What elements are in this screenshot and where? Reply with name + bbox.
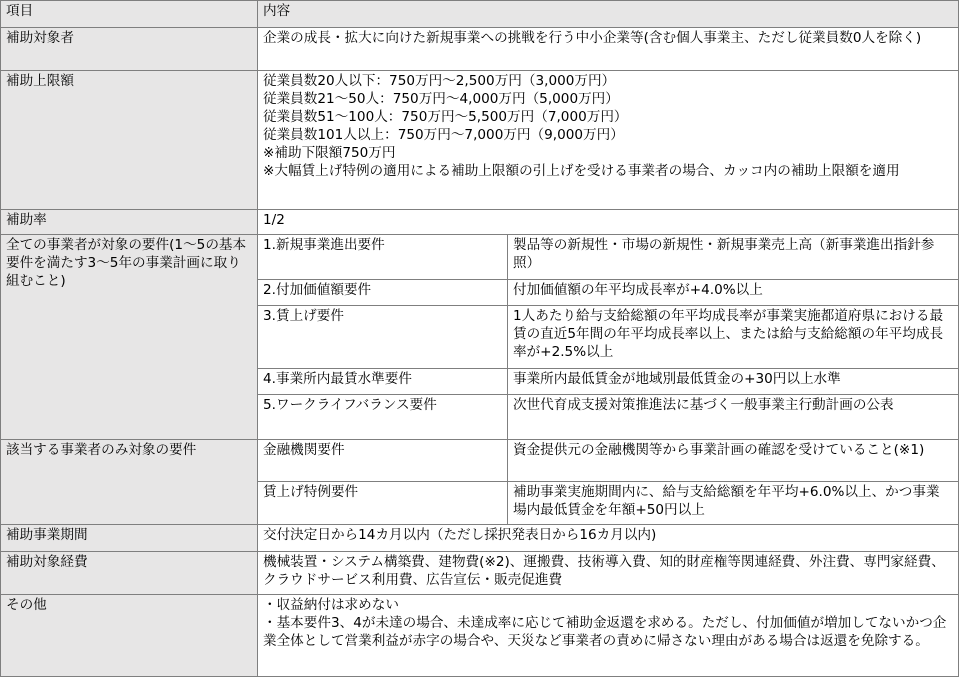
requirement-name: 3.賃上げ要件 <box>258 306 508 369</box>
requirement-desc: 1人あたり給与支給総額の年平均成長率が事業実施都道府県における最賃の直近5年間の年平均成長率以上、または給与支給総額の年平均成長率が+2.5%以上 <box>508 306 959 369</box>
requirement-name: 賃上げ特例要件 <box>258 482 508 525</box>
expenses-row <box>1 552 959 595</box>
other-line: ・収益納付は求めない <box>263 597 399 613</box>
requirement-desc: 事業所内最低賃金が地域別最低賃金の+30円以上水準 <box>508 369 959 395</box>
requirement-desc: 次世代育成支援対策推進法に基づく一般事業主行動計画の公表 <box>508 395 959 440</box>
other-row <box>1 595 959 677</box>
requirement-name: 4.事業所内最賃水準要件 <box>258 369 508 395</box>
header-item-cell: 項目 <box>1 1 258 28</box>
requirement-name: 金融機関要件 <box>258 440 508 482</box>
requirement-desc: 製品等の新規性・市場の新規性・新規事業売上高（新事業進出指針参照） <box>508 235 959 280</box>
limit-line: 従業員数101人以上：750万円～7,000万円（9,000万円） <box>263 127 624 143</box>
limit-label: 補助上限額 <box>1 71 258 210</box>
other-value <box>258 595 959 677</box>
limit-line: 従業員数21～50人：750万円～4,000万円（5,000万円） <box>263 91 619 107</box>
expenses-label: 補助対象経費 <box>1 552 258 595</box>
rate-row <box>1 210 959 235</box>
basic-requirement-row <box>1 235 959 280</box>
period-value: 交付決定日から14カ月以内（ただし採択発表日から16カ月以内) <box>258 525 959 552</box>
requirement-name: 1.新規事業進出要件 <box>258 235 508 280</box>
other-label: その他 <box>1 595 258 677</box>
rate-label: 補助率 <box>1 210 258 235</box>
requirement-name: 5.ワークライフバランス要件 <box>258 395 508 440</box>
requirement-desc: 補助事業実施期間内に、給与支給総額を年平均+6.0%以上、かつ事業場内最低賃金を年額+50円以上 <box>508 482 959 525</box>
requirement-desc: 付加価値額の年平均成長率が+4.0%以上 <box>508 280 959 306</box>
limit-note-line: ※補助下限額750万円 <box>263 145 396 161</box>
expenses-value: 機械装置・システム構築費、建物費(※2)、運搬費、技術導入費、知的財産権等関連経費、外注費、専門家経費、クラウドサービス利用費、広告宣伝・販売促進費 <box>258 552 959 595</box>
period-row <box>1 525 959 552</box>
requirement-name: 2.付加価値額要件 <box>258 280 508 306</box>
target-value: 企業の成長・拡大に向けた新規事業への挑戦を行う中小企業等(含む個人事業主、ただし従業員数0人を除く) <box>258 28 959 71</box>
target-row <box>1 28 959 71</box>
other-line: ・基本要件3、4が未達の場合、未達成率に応じて補助金返還を求める。ただし、付加価値が増加してないかつ企業全体として営業利益が赤字の場合や、天災など事業者の責めに帰さない理由がある場合は返還を免除する。 <box>263 615 947 649</box>
period-label: 補助事業期間 <box>1 525 258 552</box>
basic-requirements-label: 全ての事業者が対象の要件(1～5の基本要件を満たす3～5年の事業計画に取り組むこと) <box>1 235 258 440</box>
limit-line: 従業員数51～100人：750万円～5,500万円（7,000万円） <box>263 109 628 125</box>
conditional-requirement-row <box>1 440 959 482</box>
rate-value: 1/2 <box>258 210 959 235</box>
limit-line: 従業員数20人以下：750万円～2,500万円（3,000万円） <box>263 73 616 89</box>
limit-row <box>1 71 959 210</box>
target-label: 補助対象者 <box>1 28 258 71</box>
limit-value <box>258 71 959 210</box>
limit-note-line: ※大幅賃上げ特例の適用による補助上限額の引上げを受ける事業者の場合、カッコ内の補助上限額を適用 <box>263 163 900 179</box>
requirement-desc: 資金提供元の金融機関等から事業計画の確認を受けていること(※1) <box>508 440 959 482</box>
header-content-cell: 内容 <box>258 1 959 28</box>
header-row <box>1 1 959 28</box>
conditional-requirements-label: 該当する事業者のみ対象の要件 <box>1 440 258 525</box>
